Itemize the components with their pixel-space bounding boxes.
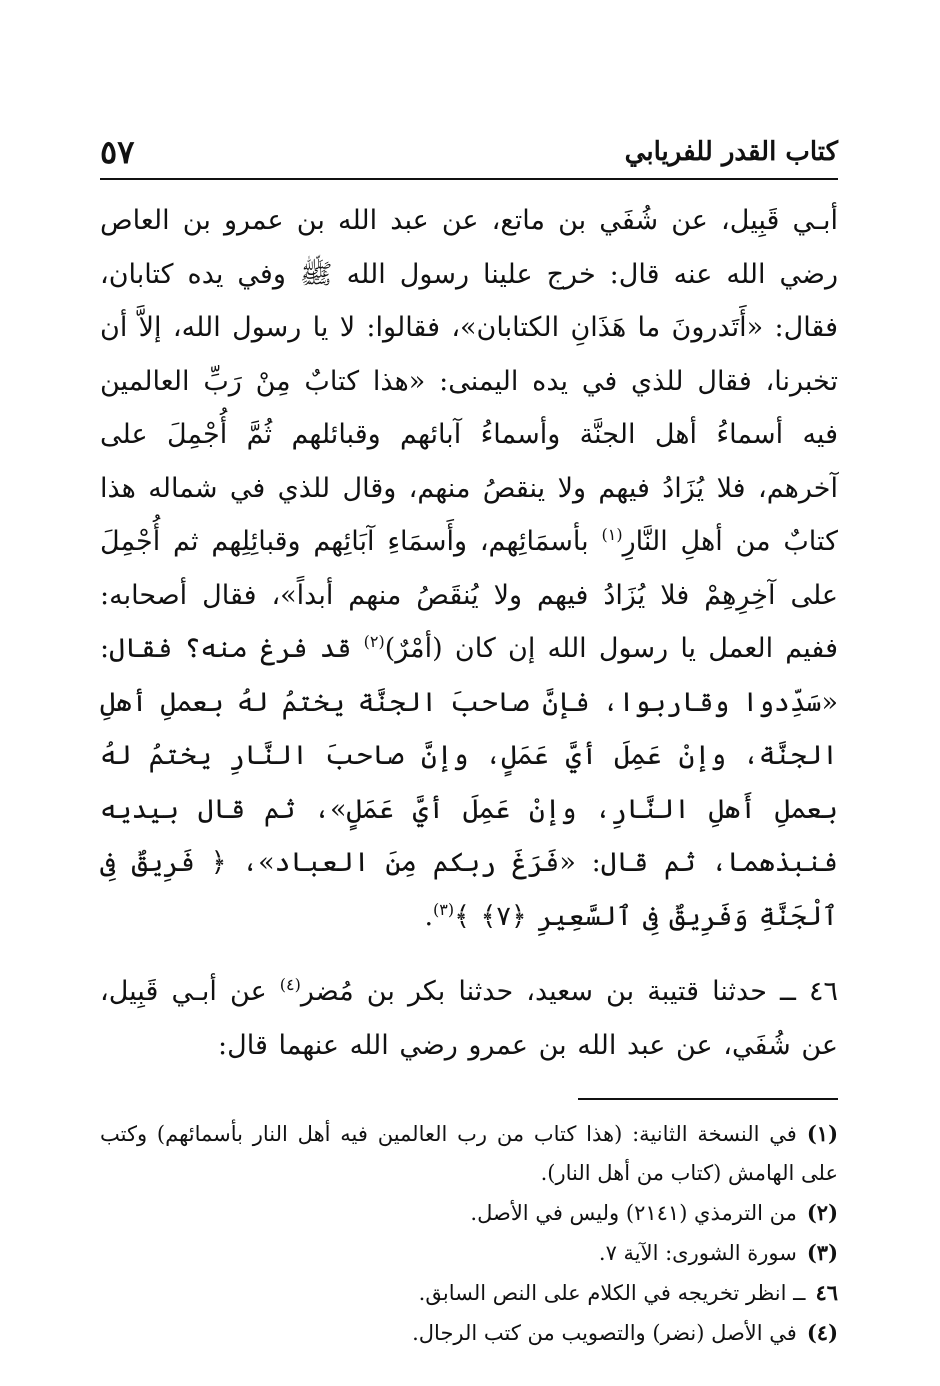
text-run: .: [424, 900, 434, 932]
footnote-4: [100, 1313, 838, 1353]
running-title: كتاب القدر للفريابي: [624, 137, 838, 167]
footnote-3: [100, 1233, 838, 1273]
page-header: [100, 120, 838, 172]
footnote-ref-4: (٤): [279, 975, 301, 994]
footnote-text: ــ انظر تخريجه في الكلام على النص السابق.: [418, 1281, 806, 1305]
footnote-rule: [578, 1098, 838, 1100]
footnote-ref-2: (٢): [363, 632, 385, 651]
footnote-text: من الترمذي (٢١٤١) وليس في الأصل.: [470, 1201, 797, 1225]
paragraph-hadith-45: [100, 194, 838, 943]
text-run: بأسمَائِهم، وأَسمَاءِ آبَائِهم وقبائِلِهم ثم أُجْمِلَ على آخِرِهِمْ فلا يُزَادُ فيهم ولا يُنقَصُ منهم أبداً»، فقال أصحابه: ففيم العمل يا رسول الله إن كان (أمْرٌ): [100, 526, 838, 664]
footnote-text: في الأصل (نضر) والتصويب من كتب الرجال.: [412, 1321, 797, 1345]
text-run: عن أبـي قَبِيل، عن شُفَي، عن عبد الله بن عمرو رضي الله عنهما قال:: [100, 976, 838, 1061]
footnote-ref-1: (١): [601, 525, 623, 544]
page-content: [100, 120, 838, 1353]
page-number: ٥٧: [100, 133, 135, 171]
text-run: قد فرغ منه؟ فقال: «سَدِّدوا وقاربوا، فإنَّ صاحبَ الجنَّة يختمُ لهُ بعملِ أهلِ الجنَّة، وإنْ عَمِلَ أيَّ عَمَلٍ، وإنَّ صاحبَ النَّارِ يختمُ لهُ بعملِ أَهلِ النَّارِ، وإنْ عَمِلَ أيَّ عَمَلٍ»، ثم قال بيديه فنبذهما، ثم قال: «فَرَغَ ربكم مِنَ العباد»، ﴿ فَرِيقٌ فِى ٱلْجَنَّةِ وَفَرِيقٌ فِى ٱلسَّعِيرِ ﴿٧﴾ ﴾: [100, 633, 838, 932]
text-run: ٤٦ ــ حدثنا قتيبة بن سعيد، حدثنا بكر بن مُضر: [300, 976, 838, 1007]
main-text: [100, 194, 838, 1072]
text-run: أبـي قَبِيل، عن شُفَي بن ماتع، عن عبد الله بن عمرو بن العاص رضي الله عنه قال: خرج علينا رسول الله ﷺ وفي يده كتابان، فقال: «أَتَدرونَ ما هَذَانِ الكتابان»، فقالوا: لا يا رسول الله، إلاَّ أن تخبرنا، فقال للذي في يده اليمنى: «هذا كتابٌ مِنْ رَبِّ العالمين فيه أسماءُ أهل الجنَّة وأسماءُ آبائهم وقبائلهم ثُمَّ أُجْمِلَ على آخرهم، فلا يُزَادُ فيهم ولا ينقصُ منهم، وقال للذي في شماله هذا كتابٌ من أهلِ النَّارِ: [100, 205, 838, 557]
footnote-mark: ٤٦: [815, 1280, 838, 1305]
footnote-1: [100, 1114, 838, 1193]
header-rule: [100, 178, 838, 180]
footnotes: [100, 1114, 838, 1353]
footnote-mark: (١): [806, 1121, 838, 1146]
footnote-mark: (٤): [806, 1320, 838, 1345]
footnote-mark: (٢): [806, 1200, 838, 1225]
footnote-46: [100, 1273, 838, 1313]
footnote-mark: (٣): [806, 1240, 838, 1265]
paragraph-hadith-46: [100, 965, 838, 1072]
footnote-text: في النسخة الثانية: (هذا كتاب من رب العالمين فيه أهل النار بأسمائهم) وكتب على الهامش (كتاب من أهل النار).: [100, 1122, 838, 1185]
footnote-2: [100, 1193, 838, 1233]
footnote-text: سورة الشورى: الآية ٧.: [598, 1241, 797, 1265]
footnote-ref-3: (٣): [433, 899, 455, 919]
